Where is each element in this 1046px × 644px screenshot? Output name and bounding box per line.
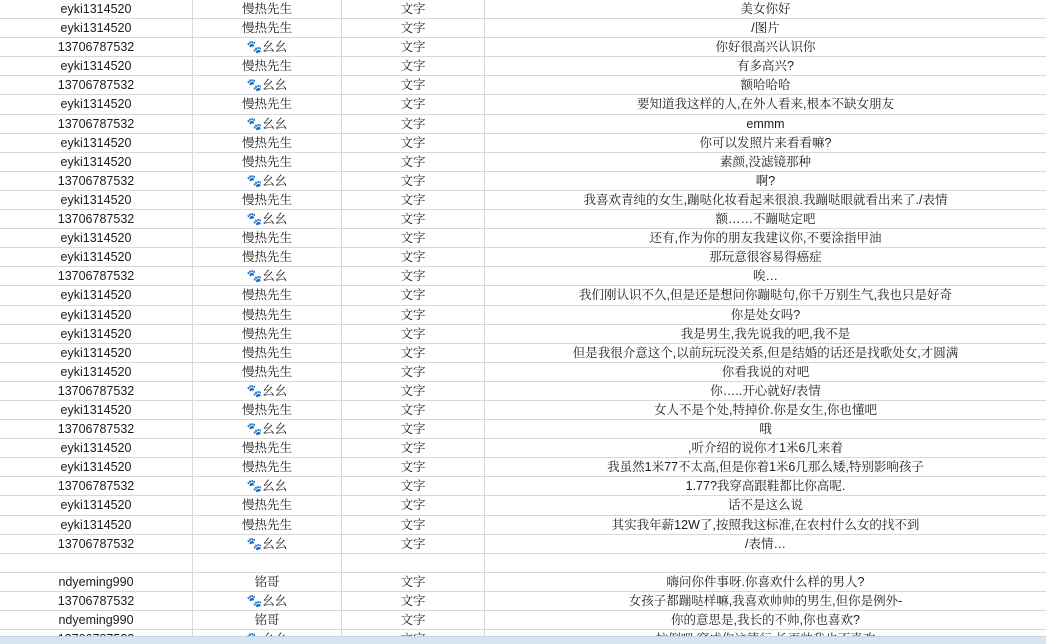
cell-account[interactable]: 13706787532	[0, 592, 193, 610]
cell-account[interactable]: eyki1314520	[0, 95, 193, 113]
cell-message[interactable]: 你…..开心就好/表情	[710, 383, 821, 398]
table-row	[0, 535, 1046, 554]
cell-message[interactable]: 额哈哈哈	[740, 78, 791, 93]
cell-message[interactable]: 你看我说的对吧	[721, 364, 810, 379]
cell-nickname[interactable]: 慢热先生	[193, 286, 342, 304]
cell-type[interactable]: 文字	[342, 57, 485, 75]
cell-message[interactable]: 那玩意很容易得癌症	[709, 250, 822, 265]
cell-type[interactable]: 文字	[342, 229, 485, 247]
cell-account[interactable]: eyki1314520	[0, 458, 193, 476]
table-row	[0, 115, 1046, 134]
cell-nickname[interactable]: 铭哥	[193, 573, 342, 591]
cell-nickname[interactable]: 慢热先生	[193, 19, 342, 37]
table-row	[0, 439, 1046, 458]
cell-type[interactable]: 文字	[342, 535, 485, 553]
cell-message[interactable]: 你是处女吗?	[730, 307, 801, 322]
cell-message[interactable]: 我们刚认识不久,但是还是想问你蹦哒句,你千万别生气,我也只是好奇	[579, 288, 952, 303]
cell-nickname[interactable]: 🐾幺幺	[193, 210, 342, 228]
cell-account[interactable]: 13706787532	[0, 172, 193, 190]
cell-account[interactable]: eyki1314520	[0, 286, 193, 304]
cell-account[interactable]: 13706787532	[0, 477, 193, 495]
cell-message[interactable]: 1.77?我穿高跟鞋都比你高呢.	[685, 479, 846, 494]
table-row	[0, 382, 1046, 401]
cell-account[interactable]	[0, 554, 193, 572]
cell-message[interactable]: 哦	[759, 422, 772, 437]
cell-nickname[interactable]: 🐾幺幺	[193, 172, 342, 190]
cell-account[interactable]: 13706787532	[0, 210, 193, 228]
cell-nickname[interactable]: 慢热先生	[193, 153, 342, 171]
cell-message[interactable]: ,听介绍的说你才1米6几来着	[688, 441, 843, 456]
table-row	[0, 420, 1046, 439]
cell-nickname[interactable]: 慢热先生	[193, 0, 342, 18]
cell-nickname[interactable]: 🐾幺幺	[193, 535, 342, 553]
cell-nickname[interactable]: 慢热先生	[193, 95, 342, 113]
cell-type[interactable]: 文字	[342, 363, 485, 381]
table-row	[0, 76, 1046, 95]
cell-account[interactable]: eyki1314520	[0, 344, 193, 362]
cell-account[interactable]: ndyeming990	[0, 573, 193, 591]
table-row	[0, 325, 1046, 344]
table-row	[0, 38, 1046, 57]
cell-account[interactable]: eyki1314520	[0, 401, 193, 419]
cell-nickname[interactable]: 🐾幺幺	[193, 267, 342, 285]
cell-type[interactable]: 文字	[342, 420, 485, 438]
table-row	[0, 248, 1046, 267]
cell-type[interactable]: 文字	[342, 38, 485, 56]
cell-nickname[interactable]: 慢热先生	[193, 516, 342, 534]
table-row	[0, 306, 1046, 325]
table-row	[0, 267, 1046, 286]
cell-type[interactable]: 文字	[342, 19, 485, 37]
cell-account[interactable]: eyki1314520	[0, 363, 193, 381]
cell-message[interactable]: emmm	[746, 116, 785, 131]
cell-account[interactable]: eyki1314520	[0, 516, 193, 534]
table-row	[0, 363, 1046, 382]
cell-type[interactable]: 文字	[342, 286, 485, 304]
cell-nickname[interactable]: 🐾幺幺	[193, 420, 342, 438]
cell-nickname[interactable]: 🐾幺幺	[193, 76, 342, 94]
cell-account[interactable]: 13706787532	[0, 535, 193, 553]
cell-nickname[interactable]: 慢热先生	[193, 363, 342, 381]
cell-nickname[interactable]: 🐾幺幺	[193, 592, 342, 610]
cell-message[interactable]: 有多高兴?	[737, 59, 794, 74]
table-row	[0, 477, 1046, 496]
cell-message[interactable]: 其实我年薪12W了,按照我这标准,在农村什么女的找不到	[611, 517, 920, 532]
cell-message[interactable]: 我喜欢青纯的女生,蹦哒化妆看起来很浪.我蹦哒眼就看出来了./表情	[583, 192, 948, 207]
cell-account[interactable]: eyki1314520	[0, 153, 193, 171]
cell-account[interactable]: eyki1314520	[0, 0, 193, 18]
cell-type[interactable]: 文字	[342, 306, 485, 324]
cell-type[interactable]: 文字	[342, 439, 485, 457]
bottom-selection-strip	[0, 636, 1046, 644]
cell-nickname[interactable]: 慢热先生	[193, 191, 342, 209]
table-row	[0, 344, 1046, 363]
cell-message[interactable]: 我虽然1米77不太高,但是你着1米6几那么矮,特别影响孩子	[607, 460, 924, 475]
table-row	[0, 592, 1046, 611]
cell-account[interactable]: eyki1314520	[0, 325, 193, 343]
cell-account[interactable]: 13706787532	[0, 420, 193, 438]
cell-nickname[interactable]: 🐾幺幺	[193, 115, 342, 133]
cell-nickname[interactable]: 慢热先生	[193, 496, 342, 514]
cell-message[interactable]: 素颜,没滤镜那种	[720, 154, 811, 169]
cell-account[interactable]: eyki1314520	[0, 496, 193, 514]
cell-message[interactable]: 还有,作为你的朋友我建议你,不要涂指甲油	[649, 231, 882, 246]
cell-nickname[interactable]: 慢热先生	[193, 229, 342, 247]
table-row	[0, 0, 1046, 19]
cell-nickname[interactable]: 🐾幺幺	[193, 382, 342, 400]
table-row	[0, 210, 1046, 229]
cell-type[interactable]: 文字	[342, 401, 485, 419]
cell-nickname[interactable]	[193, 554, 342, 572]
cell-account[interactable]: 13706787532	[0, 382, 193, 400]
cell-type[interactable]: 文字	[342, 115, 485, 133]
cell-message[interactable]: 唉…	[752, 269, 778, 284]
table-row	[0, 57, 1046, 76]
cell-message[interactable]: 啊?	[755, 173, 776, 188]
cell-message[interactable]: /表情…	[745, 536, 786, 551]
cell-message[interactable]: 额……不蹦哒定吧	[715, 212, 816, 227]
cell-nickname[interactable]: 慢热先生	[193, 134, 342, 152]
cell-type[interactable]: 文字	[342, 0, 485, 18]
cell-type[interactable]: 文字	[342, 134, 485, 152]
cell-account[interactable]: eyki1314520	[0, 306, 193, 324]
cell-type[interactable]: 文字	[342, 477, 485, 495]
cell-type[interactable]: 文字	[342, 573, 485, 591]
table-row	[0, 191, 1046, 210]
cell-account[interactable]: 13706787532	[0, 76, 193, 94]
table-row	[0, 95, 1046, 114]
table-row	[0, 19, 1046, 38]
cell-message[interactable]: 我是男生,我先说我的吧,我不是	[680, 326, 851, 341]
table-row	[0, 153, 1046, 172]
cell-account[interactable]: eyki1314520	[0, 229, 193, 247]
cell-message[interactable]: /图片	[751, 21, 780, 36]
table-row	[0, 516, 1046, 535]
cell-account[interactable]: eyki1314520	[0, 248, 193, 266]
cell-nickname[interactable]: 慢热先生	[193, 248, 342, 266]
cell-type[interactable]: 文字	[342, 458, 485, 476]
table-row	[0, 458, 1046, 477]
cell-type[interactable]: 文字	[342, 153, 485, 171]
cell-nickname[interactable]: 慢热先生	[193, 439, 342, 457]
table-row	[0, 134, 1046, 153]
cell-account[interactable]: eyki1314520	[0, 134, 193, 152]
table-row	[0, 286, 1046, 305]
cell-message[interactable]: 美女你好	[740, 2, 791, 16]
cell-nickname[interactable]: 慢热先生	[193, 401, 342, 419]
table-row	[0, 496, 1046, 515]
cell-type[interactable]: 文字	[342, 172, 485, 190]
cell-type[interactable]: 文字	[342, 210, 485, 228]
cell-message[interactable]: 嗨问你件事呀.你喜欢什么样的男人?	[666, 574, 865, 589]
cell-nickname[interactable]: 铭哥	[193, 611, 342, 629]
cell-message[interactable]: 话不是这么说	[727, 498, 803, 513]
cell-message[interactable]: 你好很高兴认识你	[715, 40, 816, 55]
cell-nickname[interactable]: 慢热先生	[193, 325, 342, 343]
cell-type[interactable]: 文字	[342, 592, 485, 610]
cell-type[interactable]: 文字	[342, 191, 485, 209]
cell-account[interactable]: eyki1314520	[0, 191, 193, 209]
cell-account[interactable]: 13706787532	[0, 38, 193, 56]
table-row	[0, 172, 1046, 191]
table-row	[0, 554, 1046, 573]
cell-type[interactable]: 文字	[342, 496, 485, 514]
cell-type[interactable]: 文字	[342, 382, 485, 400]
cell-nickname[interactable]: 慢热先生	[193, 458, 342, 476]
cell-nickname[interactable]: 🐾幺幺	[193, 477, 342, 495]
table-row	[0, 611, 1046, 630]
table-row	[0, 401, 1046, 420]
cell-account[interactable]: 13706787532	[0, 267, 193, 285]
cell-nickname[interactable]: 🐾幺幺	[193, 38, 342, 56]
cell-nickname[interactable]: 慢热先生	[193, 57, 342, 75]
cell-type[interactable]	[342, 554, 485, 572]
cell-message[interactable]: 要知道我这样的人,在外人看来,根本不缺女朋友	[637, 97, 894, 112]
cell-type[interactable]: 文字	[342, 95, 485, 113]
cell-account[interactable]: eyki1314520	[0, 439, 193, 457]
cell-type[interactable]: 文字	[342, 248, 485, 266]
cell-type[interactable]: 文字	[342, 344, 485, 362]
cell-type[interactable]: 文字	[342, 76, 485, 94]
cell-type[interactable]: 文字	[342, 325, 485, 343]
cell-message[interactable]: 你可以发照片来看看嘛?	[699, 135, 832, 150]
cell-type[interactable]: 文字	[342, 611, 485, 629]
cell-type[interactable]: 文字	[342, 516, 485, 534]
table-row	[0, 573, 1046, 592]
cell-nickname[interactable]: 慢热先生	[193, 344, 342, 362]
cell-message[interactable]: 但是我很介意这个,以前玩玩没关系,但是结婚的话还是找歌处女,才圆满	[572, 345, 959, 360]
cell-account[interactable]: ndyeming990	[0, 611, 193, 629]
cell-account[interactable]: eyki1314520	[0, 19, 193, 37]
cell-type[interactable]: 文字	[342, 267, 485, 285]
cell-account[interactable]: 13706787532	[0, 115, 193, 133]
cell-nickname[interactable]: 慢热先生	[193, 306, 342, 324]
cell-message[interactable]	[485, 554, 1046, 572]
table-row	[0, 229, 1046, 248]
cell-message[interactable]: 女人不是个处,特掉价.你是女生,你也懂吧	[654, 402, 877, 417]
cell-account[interactable]: eyki1314520	[0, 57, 193, 75]
cell-message[interactable]: 女孩子都蹦哒样嘛,我喜欢帅帅的男生,但你是例外-	[628, 593, 903, 608]
cell-message[interactable]: 你的意思是,我长的不帅,你也喜欢?	[671, 613, 860, 627]
